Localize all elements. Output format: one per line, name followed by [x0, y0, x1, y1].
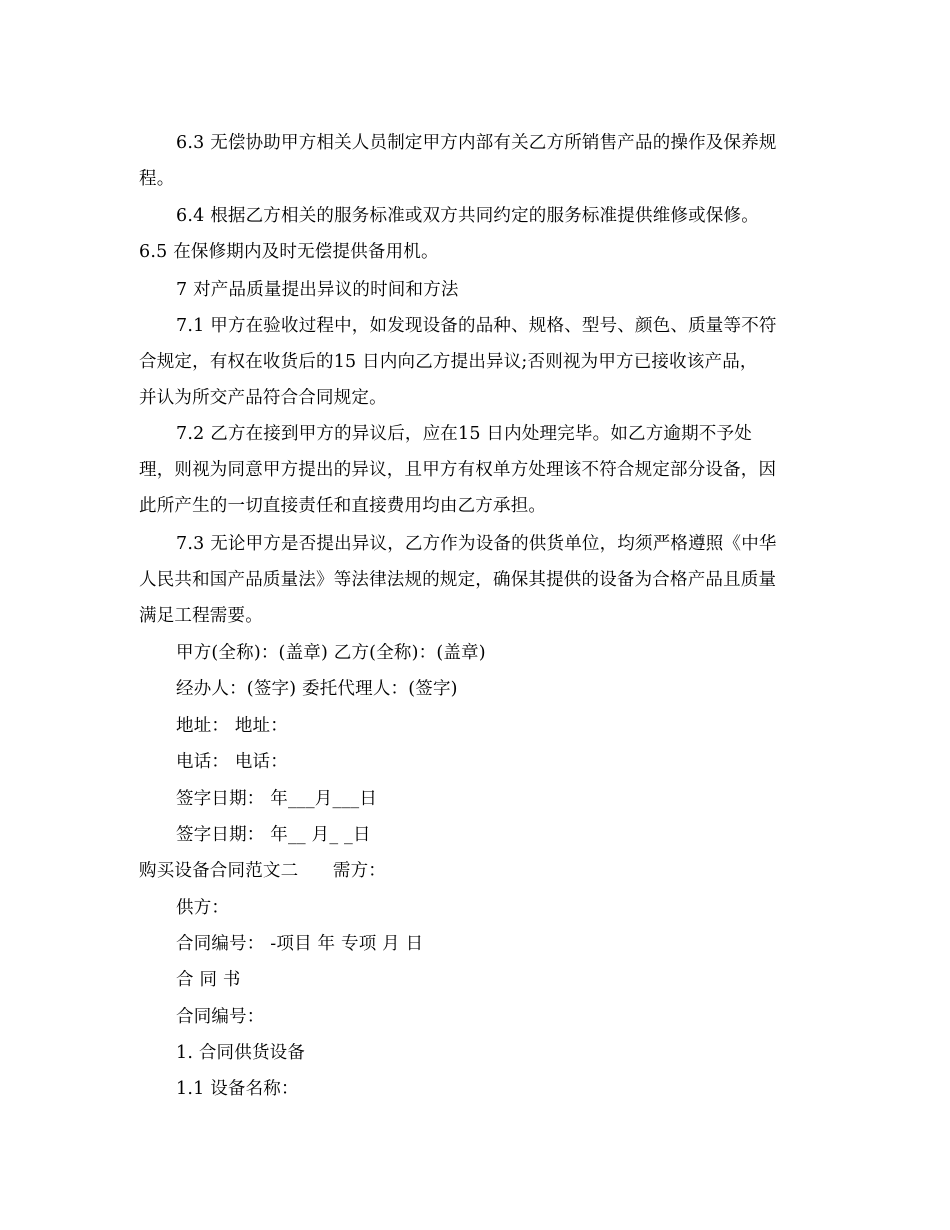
party-names-line: 甲方(全称)：(盖章) 乙方(全称)：(盖章)	[176, 643, 486, 663]
paragraph-7-3-line-2: 人民共和国产品质量法》等法律法规的规定，确保其提供的设备为合格产品且质量	[139, 570, 777, 590]
section-7-heading: 7 对产品质量提出异议的时间和方法	[176, 280, 459, 300]
paragraph-7-2: 7.2 乙方在接到甲方的异议后，应在15 日内处理完毕。如乙方逾期不予处	[176, 424, 752, 444]
paragraph-7-2-line-2: 理，则视为同意甲方提出的异议，且甲方有权单方处理该不符合规定部分设备，因	[139, 460, 777, 480]
equipment-name-line: 1.1 设备名称：	[176, 1079, 299, 1099]
contract-number-project-line: 合同编号： -项目 年 专项 月 日	[176, 934, 424, 954]
supplier-label: 供方：	[176, 898, 230, 918]
contract-number-line: 合同编号：	[176, 1007, 265, 1027]
sample-two-title: 购买设备合同范文二 需方：	[139, 861, 386, 881]
phone-line: 电话： 电话：	[176, 752, 288, 772]
paragraph-6-5: 6.5 在保修期内及时无偿提供备用机。	[139, 242, 439, 262]
paragraph-7-2-line-3: 此所产生的一切直接责任和直接费用均由乙方承担。	[139, 496, 547, 516]
section-1-heading: 1. 合同供货设备	[176, 1043, 306, 1063]
paragraph-7-1-line-3: 并认为所交产品符合合同规定。	[139, 388, 387, 408]
signing-date-line-1: 签字日期： 年___月___日	[176, 789, 378, 809]
paragraph-7-1-line-2: 合规定，有权在收货后的15 日内向乙方提出异议;否则视为甲方已接收该产品，	[139, 352, 758, 372]
paragraph-6-4: 6.4 根据乙方相关的服务标准或双方共同约定的服务标准提供维修或保修。	[176, 206, 759, 226]
paragraph-7-3: 7.3 无论甲方是否提出异议，乙方作为设备的供货单位，均须严格遵照《中华	[176, 534, 777, 554]
signing-date-line-2: 签字日期： 年__ 月_ _日	[176, 825, 371, 845]
contract-book-heading: 合 同 书	[176, 970, 241, 990]
paragraph-6-3-continued: 程。	[139, 169, 175, 189]
address-line: 地址： 地址：	[176, 716, 288, 736]
paragraph-7-1: 7.1 甲方在验收过程中，如发现设备的品种、规格、型号、颜色、质量等不符	[176, 316, 777, 336]
paragraph-7-3-line-3: 满足工程需要。	[139, 606, 263, 626]
paragraph-6-3: 6.3 无偿协助甲方相关人员制定甲方内部有关乙方所销售产品的操作及保养规	[176, 133, 777, 153]
signatories-line: 经办人：(签字) 委托代理人：(签字)	[176, 679, 458, 699]
